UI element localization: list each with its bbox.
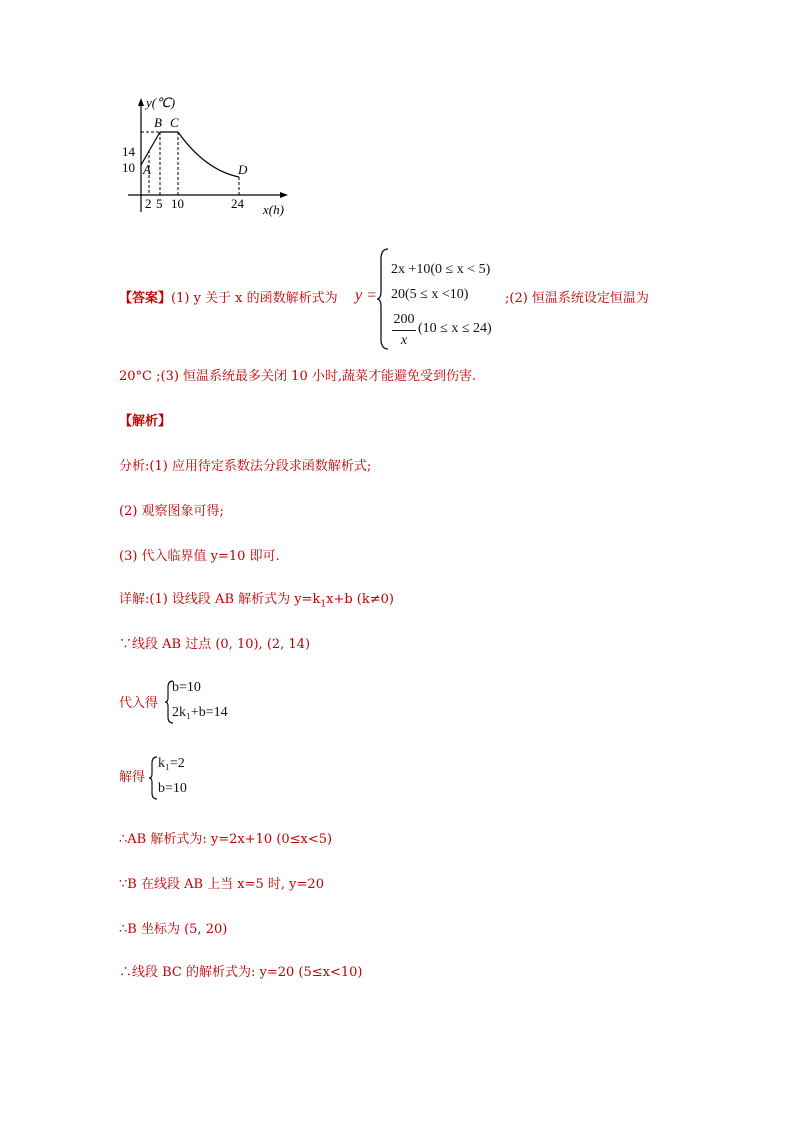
- answer-line-1: [119, 290, 338, 308]
- solve-eq-1: k₁=2: [158, 756, 185, 771]
- solve-eq-2: b=10: [158, 781, 187, 796]
- x-tick-24: 24: [231, 196, 244, 211]
- analysis-step2: (2) 观察图象可得;: [119, 504, 224, 519]
- point-b-label: B: [154, 115, 162, 130]
- answer-part2: ;(2) 恒温系统设定恒温为: [505, 291, 649, 306]
- x-axis-arrow: [280, 192, 288, 198]
- piecewise-brace: [376, 247, 390, 351]
- case-3-denominator: x: [400, 333, 408, 348]
- answer-tag: 【答案】: [119, 291, 172, 306]
- x-axis-label: x(h): [263, 202, 284, 217]
- case-2: 20(5 ≤ x <10): [391, 287, 469, 302]
- case-3-condition: (10 ≤ x ≤ 24): [418, 321, 492, 336]
- detail-prefix: 详解:(1) 设线段 AB 解析式为 y=k: [119, 592, 321, 607]
- x-tick-5: 5: [156, 196, 163, 211]
- ab-result: ∴AB 解析式为: y=2x+10 (0≤x<5): [119, 832, 333, 847]
- y-tick-14: 14: [122, 144, 135, 159]
- y-tick-10: 10: [122, 160, 135, 175]
- solve-brace: [148, 755, 158, 801]
- point-c-label: C: [170, 115, 179, 130]
- substitute-eq-1: b=10: [172, 680, 201, 695]
- bc-result: ∴线段 BC 的解析式为: y=20 (5≤x<10): [119, 965, 363, 980]
- answer-part1: (1) y 关于 x 的函数解析式为: [171, 291, 338, 306]
- x-tick-2: 2: [145, 196, 152, 211]
- answer-line-2: 20°C ;(3) 恒温系统最多关闭 10 小时,蔬菜才能避免受到伤害.: [119, 369, 477, 384]
- point-d-label: D: [238, 162, 248, 177]
- analysis-tag: 【解析】: [119, 414, 172, 429]
- case-3-numerator: 200: [393, 312, 415, 327]
- analysis-passes: ∵线段 AB 过点 (0, 10), (2, 14): [119, 637, 311, 652]
- y-axis-label: y(℃): [146, 95, 176, 110]
- detail-suffix: x+b (k≠0): [326, 592, 394, 607]
- temperature-graph: [110, 90, 300, 220]
- curve-cd: [178, 132, 239, 177]
- answer-y-eq: y =: [355, 287, 377, 304]
- point-a-label: A: [143, 162, 151, 177]
- analysis-step3: (3) 代入临界值 y=10 即可.: [119, 549, 280, 564]
- fraction-bar: [392, 330, 416, 331]
- y-axis-arrow: [138, 98, 144, 106]
- x-tick-10: 10: [171, 196, 184, 211]
- analysis-fenxi: 分析:(1) 应用待定系数法分段求函数解析式;: [119, 459, 372, 474]
- b-on-ab: ∵B 在线段 AB 上当 x=5 时, y=20: [119, 877, 324, 892]
- case-1: 2x +10(0 ≤ x < 5): [391, 262, 491, 277]
- solve-label: 解得: [119, 770, 146, 785]
- segment-ab: [141, 132, 160, 165]
- substitute-label: 代入得: [119, 696, 159, 711]
- detail-subscript: 1: [320, 599, 327, 610]
- substitute-eq-2: 2k₁+b=14: [172, 705, 228, 720]
- analysis-detail: [119, 591, 394, 614]
- b-coordinate: ∴B 坐标为 (5, 20): [119, 922, 228, 937]
